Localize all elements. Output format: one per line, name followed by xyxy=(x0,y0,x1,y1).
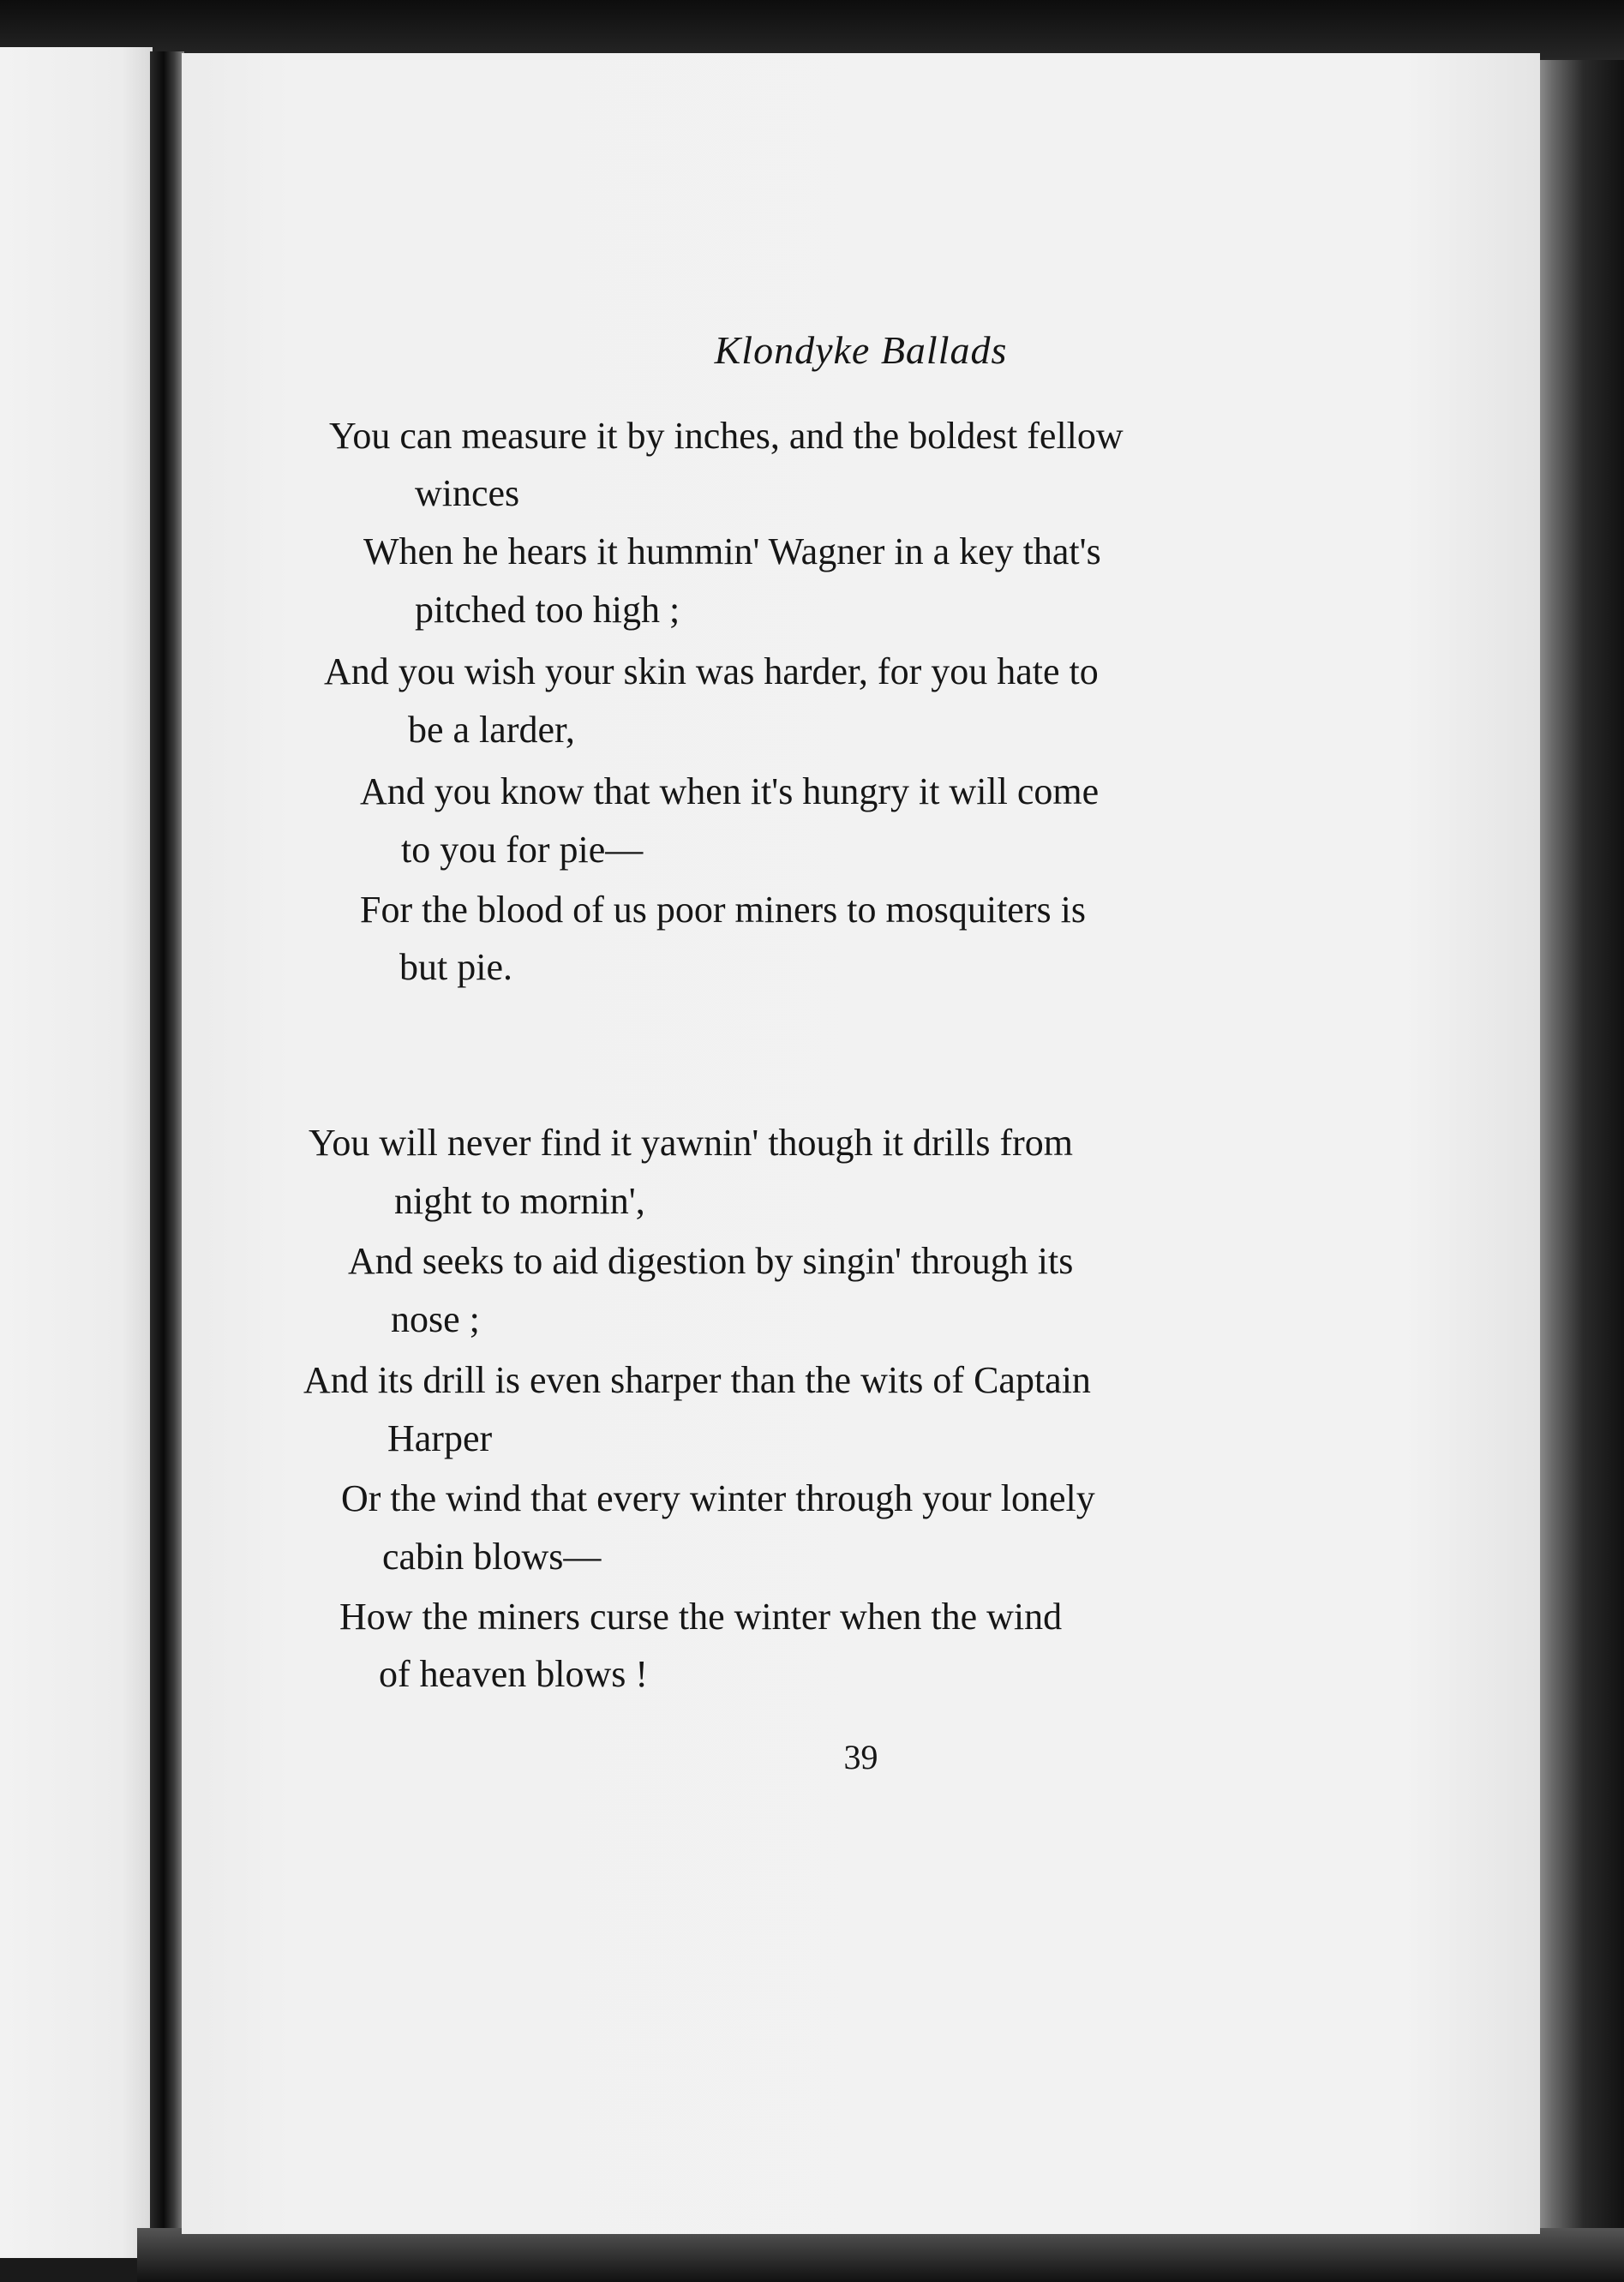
page-number: 39 xyxy=(843,1738,878,1776)
scan-bottom-border xyxy=(137,2228,1624,2282)
poem-line: winces xyxy=(415,472,520,514)
poem-line: nose ; xyxy=(391,1298,480,1340)
poem-line: And you know that when it's hungry it will come xyxy=(360,770,1100,812)
running-head: Klondyke Ballads xyxy=(714,328,1008,372)
poem-line: And its drill is even sharper than the wits of Captain xyxy=(303,1359,1091,1401)
book-spine xyxy=(150,51,184,2245)
page-edge-right xyxy=(1534,60,1624,2282)
poem-line: but pie. xyxy=(399,946,512,988)
scan-top-border xyxy=(0,0,1624,60)
poem-line: You will never find it yawnin' though it drills from xyxy=(309,1122,1073,1164)
poem-line: cabin blows— xyxy=(382,1536,602,1578)
poem-line: pitched too high ; xyxy=(415,589,680,631)
poem-line: When he hears it hummin' Wagner in a key that's xyxy=(363,530,1101,572)
book-page xyxy=(182,53,1540,2234)
poem-line: night to mornin', xyxy=(394,1180,645,1222)
poem-line: You can measure it by inches, and the boldest fellow xyxy=(329,415,1124,457)
poem-line: Or the wind that every winter through your lonely xyxy=(341,1477,1095,1519)
poem-line: And seeks to aid digestion by singin' through its xyxy=(348,1240,1074,1282)
poem-line: How the miners curse the winter when the wind xyxy=(339,1596,1063,1638)
poem-line: And you wish your skin was harder, for you hate to xyxy=(324,650,1099,692)
poem-line: to you for pie— xyxy=(401,829,644,871)
poem-line: of heaven blows ! xyxy=(379,1653,649,1695)
poem-line: Harper xyxy=(387,1417,493,1459)
poem-line: For the blood of us poor miners to mosquiters is xyxy=(360,889,1086,931)
poem-line: be a larder, xyxy=(408,709,575,751)
facing-page-edge xyxy=(0,47,153,2258)
